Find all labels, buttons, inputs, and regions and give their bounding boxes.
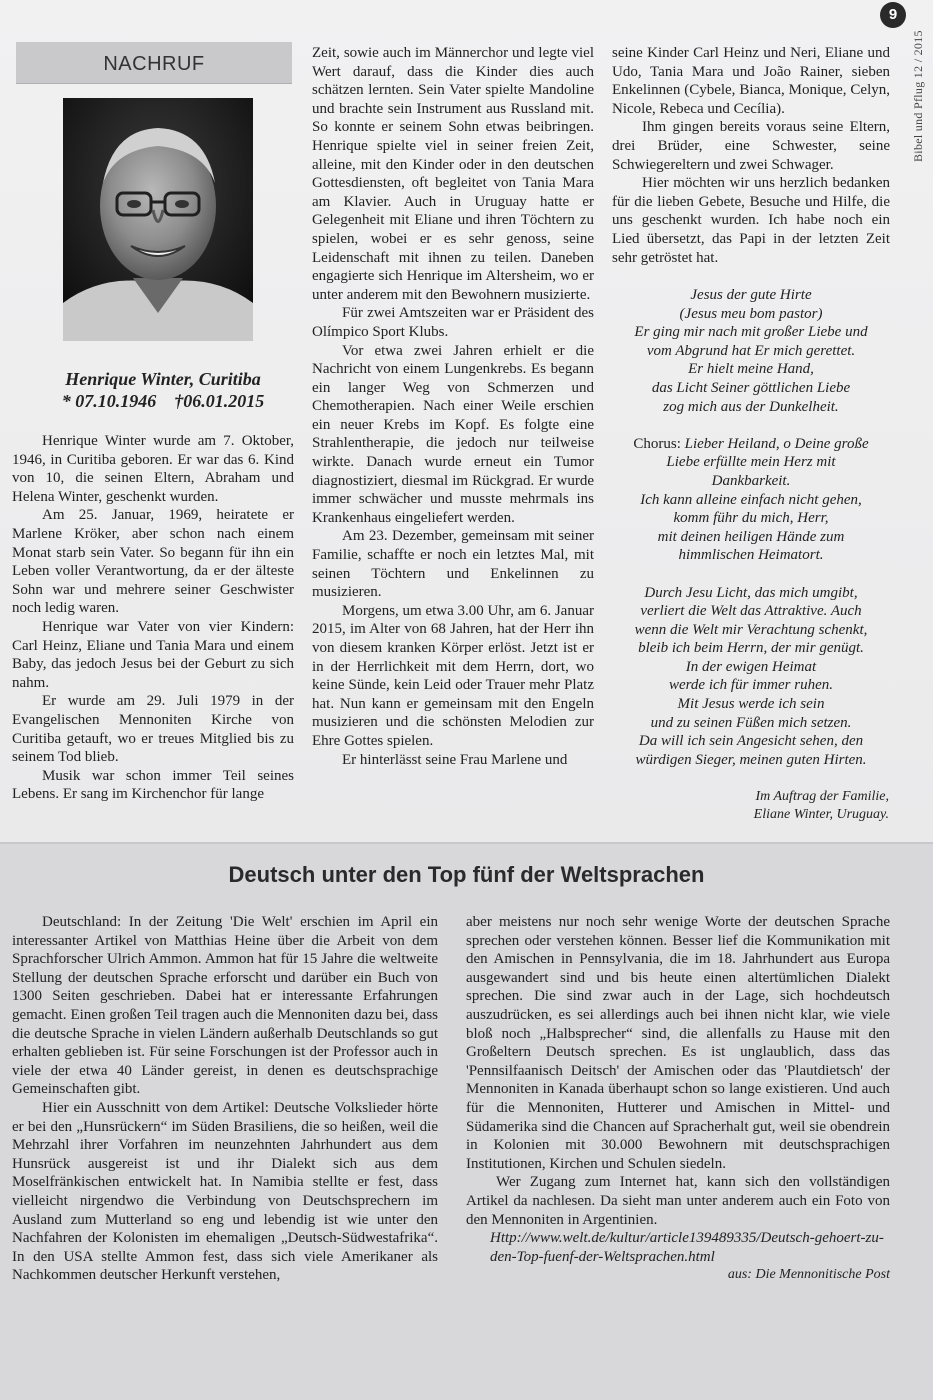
obituary-caption	[18, 368, 308, 412]
poem-line: verliert die Welt das Attraktive. Auch	[640, 603, 862, 620]
paragraph: seine Kinder Carl Heinz und Neri, Eliane und Udo, Tania Mara und João Rainer, sieben Enkelinnen (Cybele, Bianca, Monique, Celyn, Nicole, Rebeca und Cecília).	[612, 45, 890, 117]
obituary-column-3	[612, 44, 890, 267]
paragraph: Er hinterlässt seine Frau Marlene und	[342, 751, 568, 768]
article-source: aus: Die Mennonitische Post	[727, 1267, 890, 1283]
obituary-column-1	[12, 432, 294, 804]
poem-line: Er hielt meine Hand,	[688, 361, 814, 378]
signature-line: Im Auftrag der Familie,	[755, 789, 889, 804]
article-column-1	[12, 913, 438, 1285]
paragraph: Zeit, sowie auch im Männerchor und legte viel Wert darauf, dass die Kinder dies auch schätzen lernten. Sein Vater spielte Mandoline und brachte sein Instrument aus Russland mit. So konnte er seinem Sohn etwas beibringen. Henrique spielte viel in seiner freien Zeit, alleine, mit den Kinder oder in den deutschen Gottesdiensten, oft begleitet von Tania Mara am Klavier. Auch in Uruguay hatte er Gelegenheit mit Eliane und ihren Töchtern zu spielen, wobei er es sehr genoss, seine Leidenschaft mit ihnen zu teilen. Daneben engagierte sich Henrique im Altersheim, wo er unter anderem mit den Bewohnern musizierte.	[312, 45, 594, 303]
poem-line: das Licht Seiner göttlichen Liebe	[651, 379, 851, 396]
poem-line: Mit Jesus werde ich sein	[677, 696, 825, 713]
article-title: Deutsch unter den Top fünf der Weltsprachen	[228, 862, 705, 887]
obituary-signature	[612, 788, 889, 824]
paragraph: Morgens, um etwa 3.00 Uhr, am 6. Januar 2015, im Alter von 68 Jahren, hat der Herr ihn von diesem kranken Körper erlöst. Jetzt ist er in der Herrlichkeit mit dem Herrn, dort, wo keine Sünde, kein Leid oder Trauer mehr Platz hat. Nun kann er gemeinsam mit den Engeln musizieren und die schönsten Melodien zur Ehre Gottes spielen.	[312, 602, 594, 749]
poem-line: Er ging mir nach mit großer Liebe und	[634, 324, 868, 341]
paragraph: Henrique Winter wurde am 7. Oktober, 1946, in Curitiba geboren. Er war das 6. Kind von 10, die seinen Eltern, Abraham und Helena Winter, geschenkt wurden.	[12, 433, 294, 505]
paragraph: Ihm gingen bereits voraus seine Eltern, drei Brüder, eine Schwester, seine Schwiegereltern und zwei Schwager.	[612, 119, 890, 173]
article-column-2	[466, 913, 890, 1285]
poem-line: mit deinen heiligen Hände zum	[657, 528, 845, 545]
chorus-first-line: Lieber Heiland, o Deine große	[684, 435, 869, 452]
paragraph: Er wurde am 29. Juli 1979 in der Evangelischen Mennoniten Kirche von Curitiba getauft, wo er treues Mitglied bis zu seinem Tod blieb.	[12, 693, 294, 766]
poem-line: Liebe erfüllte mein Herz mit	[666, 454, 836, 471]
paragraph: Wer Zugang zum Internet hat, kann sich den vollständigen Artikel da nachlesen. Da sieht man unter anderem auch ein Foto von den Mennoniten in Argentinien.	[466, 1174, 890, 1228]
poem-line: zog mich aus der Dunkelheit.	[663, 398, 839, 415]
side-running-title: Bibel und Pflug 12 / 2015	[911, 30, 925, 162]
poem-line: und zu seinen Füßen mich setzen.	[650, 714, 852, 731]
paragraph: Am 25. Januar, 1969, heiratete er Marlene Kröker, aber schon nach einem Monat starb sein Vater. So begann für ihn ein Leben voller Verantwortung, da er der älteste Sohn war und mehrere seiner Geschwister noch ledig waren.	[12, 507, 294, 617]
paragraph: Hier möchten wir uns herzlich bedanken für die lieben Gebete, Besuche und Hilfe, die uns geschenkt wurden. Ich habe noch ein Lied übersetzt, das Papi in der letzten Zeit sehr getröstet hat.	[612, 175, 890, 266]
paragraph: Für zwei Amtszeiten war er Präsident des Olímpico Sport Klubs.	[312, 305, 594, 340]
poem-line: In der ewigen Heimat	[685, 658, 817, 675]
poem-line: Dankbarkeit.	[711, 472, 791, 489]
poem-line: vom Abgrund hat Er mich gerettet.	[646, 342, 856, 359]
poem-line: werde ich für immer ruhen.	[668, 677, 833, 694]
poem-line: wenn die Welt mir Verachtung schenkt,	[634, 621, 868, 638]
poem-line: bleib ich beim Herrn, der mir genügt.	[638, 640, 864, 657]
poem-line: Durch Jesu Licht, das mich umgibt,	[644, 584, 858, 601]
poem-line: (Jesus meu bom pastor)	[679, 305, 823, 322]
poem-line: himmlischen Heimatort.	[678, 547, 824, 564]
section-label-nachruf: NACHRUF	[16, 42, 292, 84]
chorus-label: Chorus:	[633, 435, 681, 452]
poem-line: Ich kann alleine einfach nicht gehen,	[640, 491, 862, 508]
poem-line: Jesus der gute Hirte	[690, 287, 812, 303]
song-translation	[612, 286, 890, 769]
paragraph: Vor etwa zwei Jahren erhielt er die Nachricht von einem Lungenkrebs. Es begann ein langer Weg von Schmerzen und Chemotherapien. Nach einer Weile erschien ein neuer Krebs im Kopf. Es folgte eine Strahlentherapie, die jedoch nur teilweise wirkte. Danach wurde erneut ein Tumor diagnostiziert, diesmal im Rückgrad. Er wurde immer schwächer und musste mehrmals ins Krankenhaus eingeliefert werden.	[312, 342, 594, 526]
paragraph: Am 23. Dezember, gemeinsam mit seiner Familie, schaffte er noch ein letztes Mal, mit seinen Töchtern und Enkelinnen zu musizieren.	[312, 528, 594, 601]
portrait-photo	[63, 98, 253, 341]
paragraph: Deutschland: In der Zeitung 'Die Welt' erschien im April ein interessanter Artikel von Matthias Heine über die Arbeit von dem Sprachforscher Ulrich Ammon. Ammon hat für 15 Jahre die weltweite Stellung der deutschen Sprache erforscht und darüber ein Buch von 1300 Seiten geschrieben. Dabei hat er interessante Erfahrungen gemacht. Einen großen Teil tragen auch die Mennoniten dazu bei, dass die deutsche Sprache in vielen Ländern außerhalb Deutschlands so gut erhalten geblieben ist. Für seine Forschungen ist der Professor auch in viele der etwa 40 Länder gereist, in denen es deutschsprachige Gemeinschaften gibt.	[12, 914, 438, 1098]
poem-line: würdigen Sieger, meinen guten Hirten.	[635, 751, 867, 768]
paragraph: Musik war schon immer Teil seines Lebens. Er sang im Kirchenchor für lange	[12, 767, 294, 803]
paragraph: Henrique war Vater von vier Kindern: Carl Heinz, Eliane und Tania Mara und einem Baby, das jedoch Jesus bei der Geburt zu sich nahm.	[12, 618, 294, 691]
poem-line: Da will ich sein Angesicht sehen, den	[638, 733, 864, 750]
page-number: 9	[880, 2, 906, 28]
caption-name: Henrique Winter, Curitiba	[65, 369, 261, 389]
obituary-column-2	[312, 44, 594, 769]
paragraph: aber meistens nur noch sehr wenige Worte der deutschen Sprache sprechen oder verstehen können. Besser lief die Kommunikation mit den Amischen in Pennsylvania, die im 18. Jahrhundert aus Europa ausgewandert sind und bis heute einen altertümlichen Dialekt sprechen. Die sind zwar auch in der Lage, sich hochdeutsch auszudrücken, es sei allerdings auch bei ihnen nicht klar, wie viele bloß noch „Halbsprecher“ sind, die allenfalls zu Hause mit den Großeltern Deutsch sprechen. Es ist unglaublich, dass das 'Pennsilfaanisch Deitsch' der Amischen oder das 'Plautdietsch' der Mennoniten in Kanada überhaupt schon so lange existieren. Und auch für die Mennoniten, Hutterer und Amischen in Mittel- und Südamerika sind die Chancen auf Spracherhalt gut, weil sie obendrein in Kolonien mit 30.000 Bewohnern mit deutschsprachigen Institutionen, Kirchen und Schulen siedeln.	[466, 914, 890, 1172]
poem-line: komm führ du mich, Herr,	[673, 510, 829, 527]
caption-dates: * 07.10.1946 †06.01.2015	[61, 391, 265, 411]
poem-line	[612, 435, 890, 454]
paragraph: Hier ein Ausschnitt von dem Artikel: Deutsche Volkslieder hörte er bei den „Hunsrückern“ im Süden Brasiliens, die so heißen, weil die Mehrzahl ihrer Vorfahren im neunzehnten Jahrhundert aus dem Hunsrück ausgereist ist und ihr Dialekt sich aus dem Moselfränkischen entwickelt hat. In Namibia stellte er fest, dass vielleicht nirgendwo die Verbindung von Deutschsprechern im Ausland zum Mutterland so eng und lebendig ist wie unter den Nachfahren der Kolonisten im ehemaligen „Deutsch-Südwestafrika“. In den USA stellte Ammon fest, dass sich viele Amerikaner als Nachkommen deutscher Herkunft verstehen,	[12, 1099, 438, 1284]
article-link[interactable]: Http://www.welt.de/kultur/article139489335/Deutsch-gehoert-zu-den-Top-fuenf-der-Weltsprachen.html	[490, 1230, 884, 1265]
signature-line: Eliane Winter, Uruguay.	[753, 807, 889, 822]
section-divider	[0, 842, 933, 844]
portrait-image	[63, 98, 253, 341]
